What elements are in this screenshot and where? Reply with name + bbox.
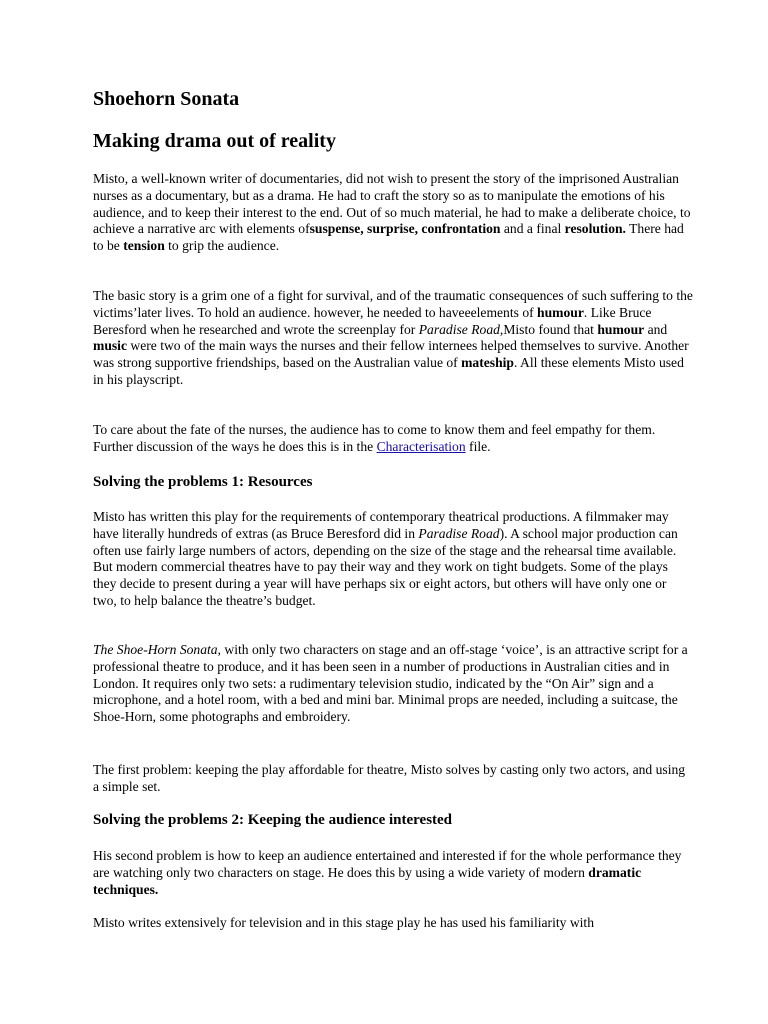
section-heading-audience: Solving the problems 2: Keeping the audience interested — [93, 812, 453, 828]
text: to grip the audience. — [164, 238, 280, 254]
section-heading-resources: Solving the problems 1: Resources — [93, 474, 313, 490]
bold-term: suspense, surprise, confrontation — [309, 221, 501, 237]
bold-term: music — [93, 338, 127, 354]
bold-term: mateship — [461, 355, 514, 371]
text: His second problem is how to keep an audience entertained and interested if for the whole performance they are watching only two characters on stage. He does this by using a wide variety of modern — [93, 848, 682, 880]
text: , with only two characters on stage and an off-stage ‘voice’, is an attractive script for a professional theatre to produce, and it has been seen in a number of productions in Australian cities and in London. It requires only two sets: a rudimentary television studio, indicated by the “On Air” sign and a microphone, and a hotel room, with a bed and mini bar. Minimal props are needed, including a suitcase, the Shoe-Horn, some photographs and embroidery. — [93, 642, 688, 725]
text: file. — [465, 438, 491, 454]
text: Misto found that — [503, 321, 598, 337]
paragraph-resources — [93, 509, 693, 610]
paragraph-second-problem — [93, 848, 693, 898]
paragraph-shoehorn-sonata — [93, 642, 693, 726]
bold-term: resolution. — [564, 221, 626, 237]
text: were two of the main ways the nurses and their fellow internees helped themselves to survive. Another was strong supportive friendships, based on the Australian value of — [93, 338, 689, 371]
text: Misto has written this play for the requirements of contemporary theatrical productions. A filmmaker may have literally hundreds of extras (as Bruce Beresford did in — [93, 509, 669, 541]
text: There had to be — [93, 221, 684, 254]
text: ). A school major production can often use fairly large numbers of actors, depending on the size of the stage and the rehearsal time available. But modern commercial theatres have to pay their way and they work on tight budgets. Some of the plays they decide to present during a year will have perhaps six or eight actors, but others will have only one or two, to help balance the theatre’s budget. — [93, 525, 678, 608]
text: . All these elements Misto used in his playscript. — [93, 355, 684, 387]
italic-title: Paradise Road, — [418, 321, 504, 337]
bold-term: humour — [537, 304, 584, 320]
italic-title: Paradise Road — [418, 525, 500, 541]
bold-term: tension — [123, 238, 165, 254]
text: The basic story is a grim one of a fight for survival, and of the traumatic consequences of such suffering to the victims’later lives. To hold an audience. however, he needed to haveeelements of — [93, 288, 693, 320]
paragraph-first-problem: The first problem: keeping the play affordable for theatre, Misto solves by casting only two actors, and using a simple set. — [93, 762, 686, 794]
text: and a final — [500, 221, 565, 237]
bold-term: dramatic techniques. — [93, 864, 642, 897]
paragraph-intro — [93, 171, 693, 255]
paragraph-television: Misto writes extensively for television and in this stage play he has used his familiarity with — [93, 915, 594, 930]
paragraph-empathy — [93, 422, 693, 456]
text: and — [644, 321, 668, 337]
page-title: Shoehorn Sonata — [93, 88, 240, 110]
characterisation-link[interactable]: Characterisation — [376, 438, 466, 454]
text: Misto, a well-known writer of documentaries, did not wish to present the story of the imprisoned Australian nurses as a documentary, but as a drama. He had to craft the story so as to manipulate the emotions of his audience, and to keep their interest to the end. Out of so much material, he had to make a deliberate choice, to achieve a narrative arc with elements of — [93, 171, 691, 237]
page-subtitle: Making drama out of reality — [93, 130, 336, 152]
paragraph-basic-story — [93, 288, 693, 389]
bold-term: humour — [597, 321, 645, 337]
text: . Like Bruce Beresford when he researched and wrote the screenplay for — [93, 304, 652, 337]
text: To care about the fate of the nurses, the audience has to come to know them and feel empathy for them. Further discussion of the ways he does this is in the — [93, 422, 656, 454]
italic-title: The Shoe-Horn Sonata — [93, 642, 218, 657]
